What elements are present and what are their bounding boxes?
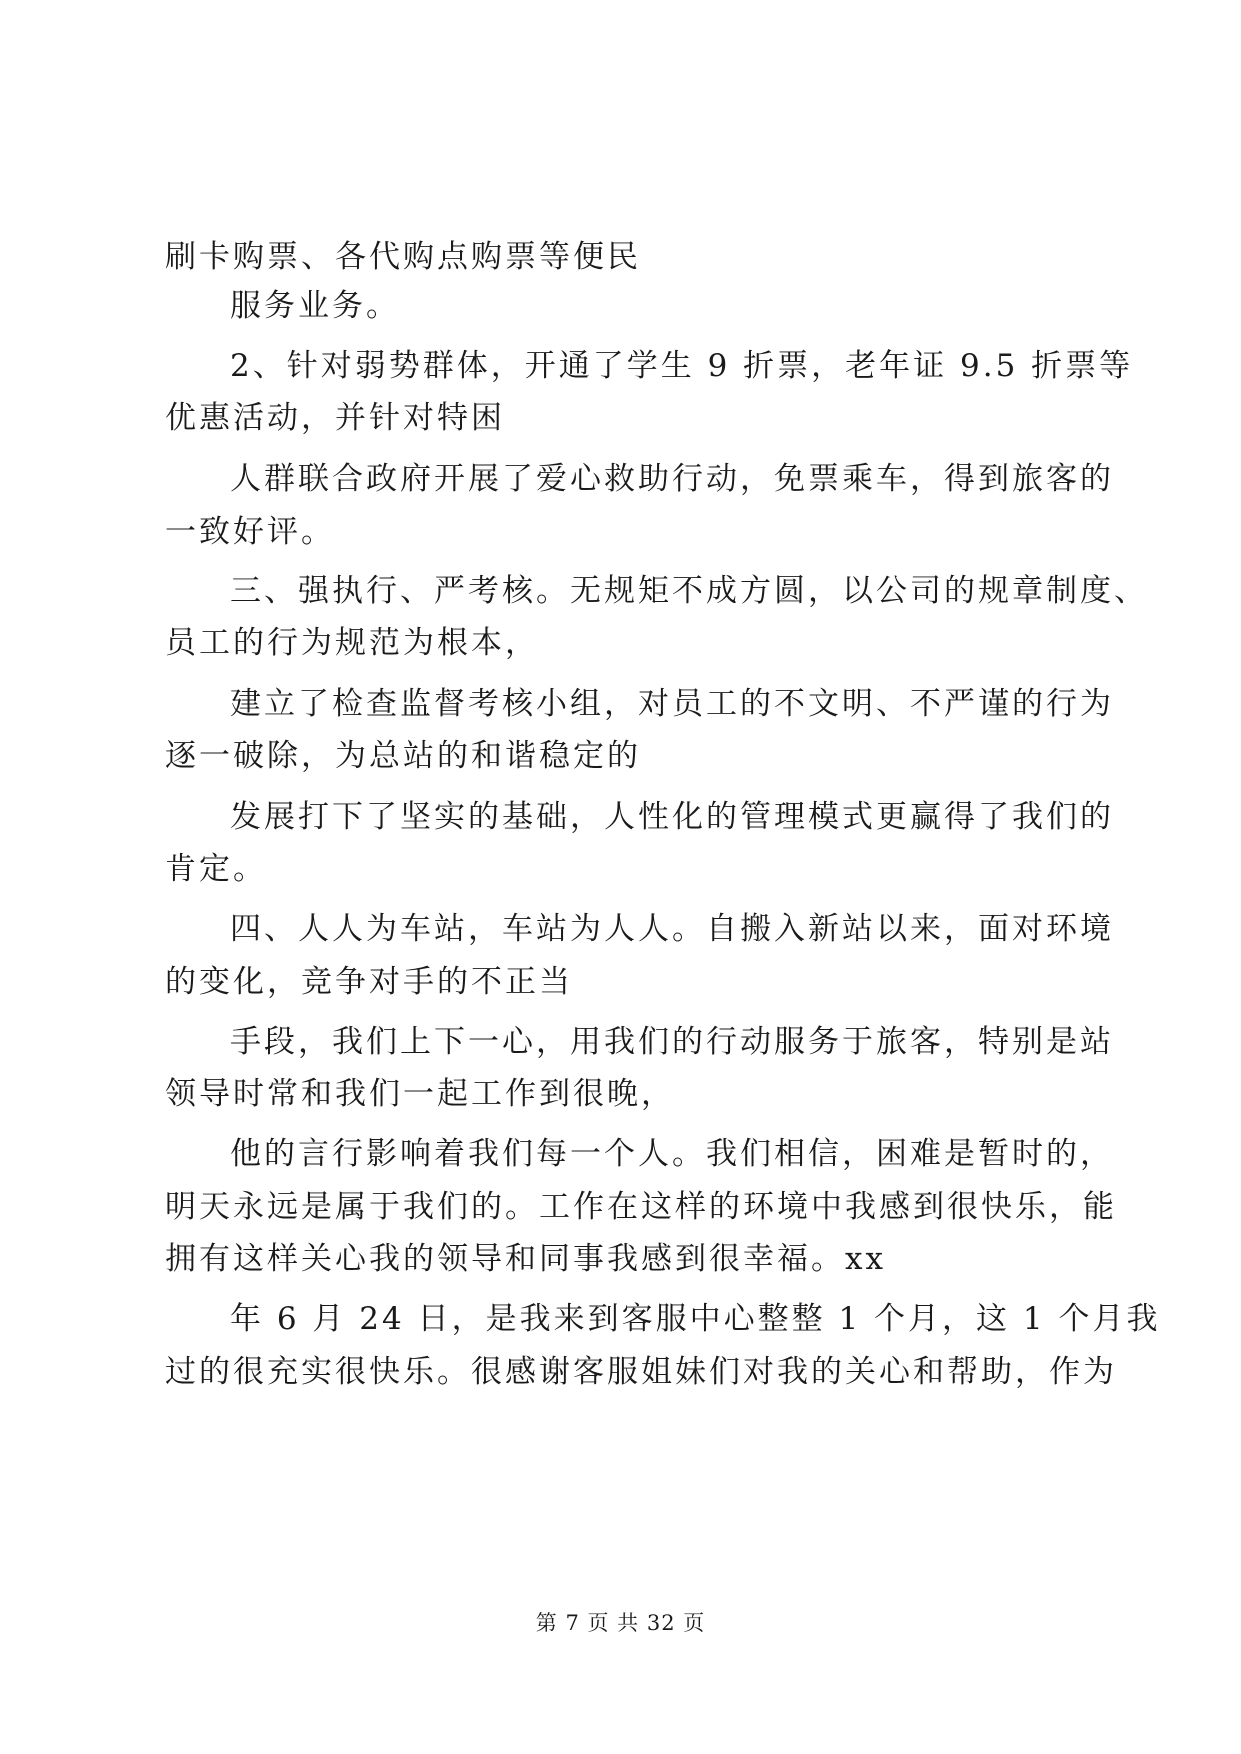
body-text-line: 四、人人为车站，车站为人人。自搬入新站以来，面对环境: [230, 911, 1114, 947]
body-text-line: 一致好评。: [165, 514, 335, 550]
body-text-line: 逐一破除，为总站的和谐稳定的: [165, 738, 641, 774]
body-text-line: 服务业务。: [230, 288, 400, 324]
body-text-line: 明天永远是属于我们的。工作在这样的环境中我感到很快乐，能: [165, 1189, 1117, 1225]
body-text-line: 过的很充实很快乐。很感谢客服姐妹们对我的关心和帮助，作为: [165, 1354, 1117, 1390]
body-text-line: 肯定。: [165, 851, 267, 887]
body-text-line: 发展打下了坚实的基础，人性化的管理模式更赢得了我们的: [230, 799, 1114, 835]
body-text-line: 三、强执行、严考核。无规矩不成方圆，以公司的规章制度、: [230, 573, 1148, 609]
body-text-line: 2、针对弱势群体，开通了学生 9 折票，老年证 9.5 折票等: [230, 348, 1134, 384]
body-text-line: 领导时常和我们一起工作到很晚，: [165, 1076, 675, 1112]
body-text-line: 刷卡购票、各代购点购票等便民: [165, 239, 641, 275]
body-text-line: 手段，我们上下一心，用我们的行动服务于旅客，特别是站: [230, 1024, 1114, 1060]
body-text-line: 他的言行影响着我们每一个人。我们相信，困难是暂时的，: [230, 1136, 1114, 1172]
body-text-line: 的变化，竞争对手的不正当: [165, 964, 573, 1000]
page-number-footer: 第 7 页 共 32 页: [535, 1611, 706, 1635]
body-text-line: 优惠活动，并针对特困: [165, 400, 505, 436]
body-text-line: 建立了检查监督考核小组，对员工的不文明、不严谨的行为: [230, 686, 1114, 722]
body-text-line: 拥有这样关心我的领导和同事我感到很幸福。xx: [165, 1241, 886, 1277]
body-text-line: 人群联合政府开展了爱心救助行动，免票乘车，得到旅客的: [230, 461, 1114, 497]
body-text-line: 年 6 月 24 日，是我来到客服中心整整 1 个月，这 1 个月我: [230, 1301, 1161, 1337]
body-text-line: 员工的行为规范为根本，: [165, 625, 539, 661]
